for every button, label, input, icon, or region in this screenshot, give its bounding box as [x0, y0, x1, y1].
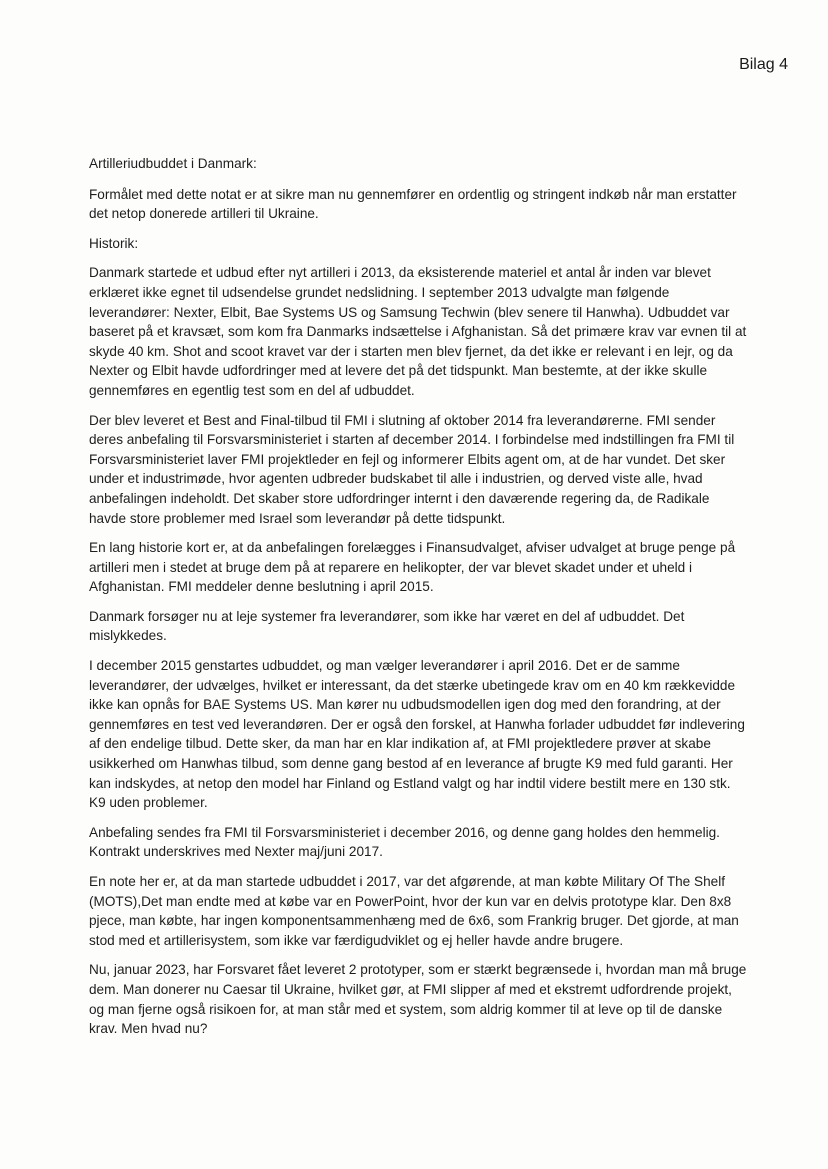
paragraph: Danmark startede et udbud efter nyt artilleri i 2013, da eksisterende materiel et antal år inden var blevet erklæret ikke egnet til udsendelse grundet nedslidning. I september 2013 udvalgte man følgende leverandører: Nexter, Elbit, Bae Systems US og Samsung Techwin (blev senere til Hanwha). Udbuddet var baseret på et kravsæt, som kom fra Danmarks indsættelse i Afghanistan. Så det primære krav var evnen til at skyde 40 km. Shot and scoot kravet var der i starten men blev fjernet, da det ikke er relevant i en lejr, og da Nexter og Elbit havde udfordringer med at levere det på det tidspunkt. Man bestemte, at der ikke skulle gennemføres en egentlig test som en del af udbuddet.	[89, 265, 747, 398]
paragraph: Nu, januar 2023, har Forsvaret fået leveret 2 prototyper, som er stærkt begrænsede i, hvordan man må bruge dem. Man donerer nu Caesar til Ukraine, hvilket gør, at FMI slipper af med et ekstremt udfordrende projekt, og man fjerne også risikoen for, at man står med et system, som aldrig kommer til at leve op til de danske krav. Men hvad nu?	[89, 962, 747, 1037]
document-body	[89, 154, 749, 1049]
paragraph: En lang historie kort er, at da anbefalingen forelægges i Finansudvalget, afviser udvalget at bruge penge på artilleri men i stedet at bruge dem på at reparere en helikopter, der var blevet skadet under et uheld i Afghanistan. FMI meddeler denne beslutning i april 2015.	[89, 540, 736, 595]
paragraph-purpose: Formålet med dette notat er at sikre man nu gennemfører en ordentlig og stringent indkøb når man erstatter det netop donerede artilleri til Ukraine.	[89, 186, 737, 222]
document-title: Artilleriudbuddet i Danmark:	[89, 156, 257, 171]
paragraph: En note her er, at da man startede udbuddet i 2017, var det afgørende, at man købte Military Of The Shelf (MOTS),Det man endte med at købe var en PowerPoint, hvor der kun var en delvis prototype klar. Den 8x8 pjece, man købte, har ingen komponentsammenhæng med de 6x6, som Frankrig bruger. Det gjorde, at man stod med et artillerisystem, som ikke var færdigudviklet og ej heller havde andre brugere.	[89, 874, 739, 948]
section-heading-history: Historik:	[89, 235, 139, 251]
paragraph: Der blev leveret et Best and Final-tilbud til FMI i slutning af oktober 2014 fra leverandørerne. FMI sender deres anbefaling til Forsvarsministeriet i starten af december 2014. I forbindelse med indstillingen fra FMI til Forsvarsministeriet laver FMI projektleder en fejl og informerer Elbits agent om, at de har vundet. Det sker under et industrimøde, hvor agenten udbreder budskabet til alle i industrien, og derved viste alle, hvad anbefalingen indeholdt. Det skaber store udfordringer internt i den daværende regering da, de Radikale havde store problemer med Israel som leverandør på dette tidspunkt.	[89, 412, 735, 526]
appendix-label: Bilag 4	[739, 56, 788, 73]
paragraph: I december 2015 genstartes udbuddet, og man vælger leverandører i april 2016. Det er de samme leverandører, der udvælges, hvilket er interessant, da det stærke ubetingede krav om en 40 km rækkevidde ikke kan opnås for BAE Systems US. Man kører nu udbudsmodellen igen dog med den forandring, at der gennemføres en test ved leverandøren. Der er også den forskel, at Hanwha forlader udbuddet før indlevering af den endelige tilbud. Dette sker, da man har en klar indikation af, at FMI projektledere prøver at skabe usikkerhed om Hanwhas tilbud, som denne gang bestod af en leverance af brugte K9 med fuld garanti. Her kan indskydes, at netop den model har Finland og Estland valgt og har indtil videre bestilt mere en 130 stk. K9 uden problemer.	[89, 658, 745, 811]
paragraph: Danmark forsøger nu at leje systemer fra leverandører, som ikke har været en del af udbuddet. Det mislykkedes.	[89, 608, 685, 644]
paragraph: Anbefaling sendes fra FMI til Forsvarsministeriet i december 2016, og denne gang holdes den hemmelig. Kontrakt underskrives med Nexter maj/juni 2017.	[89, 824, 720, 860]
